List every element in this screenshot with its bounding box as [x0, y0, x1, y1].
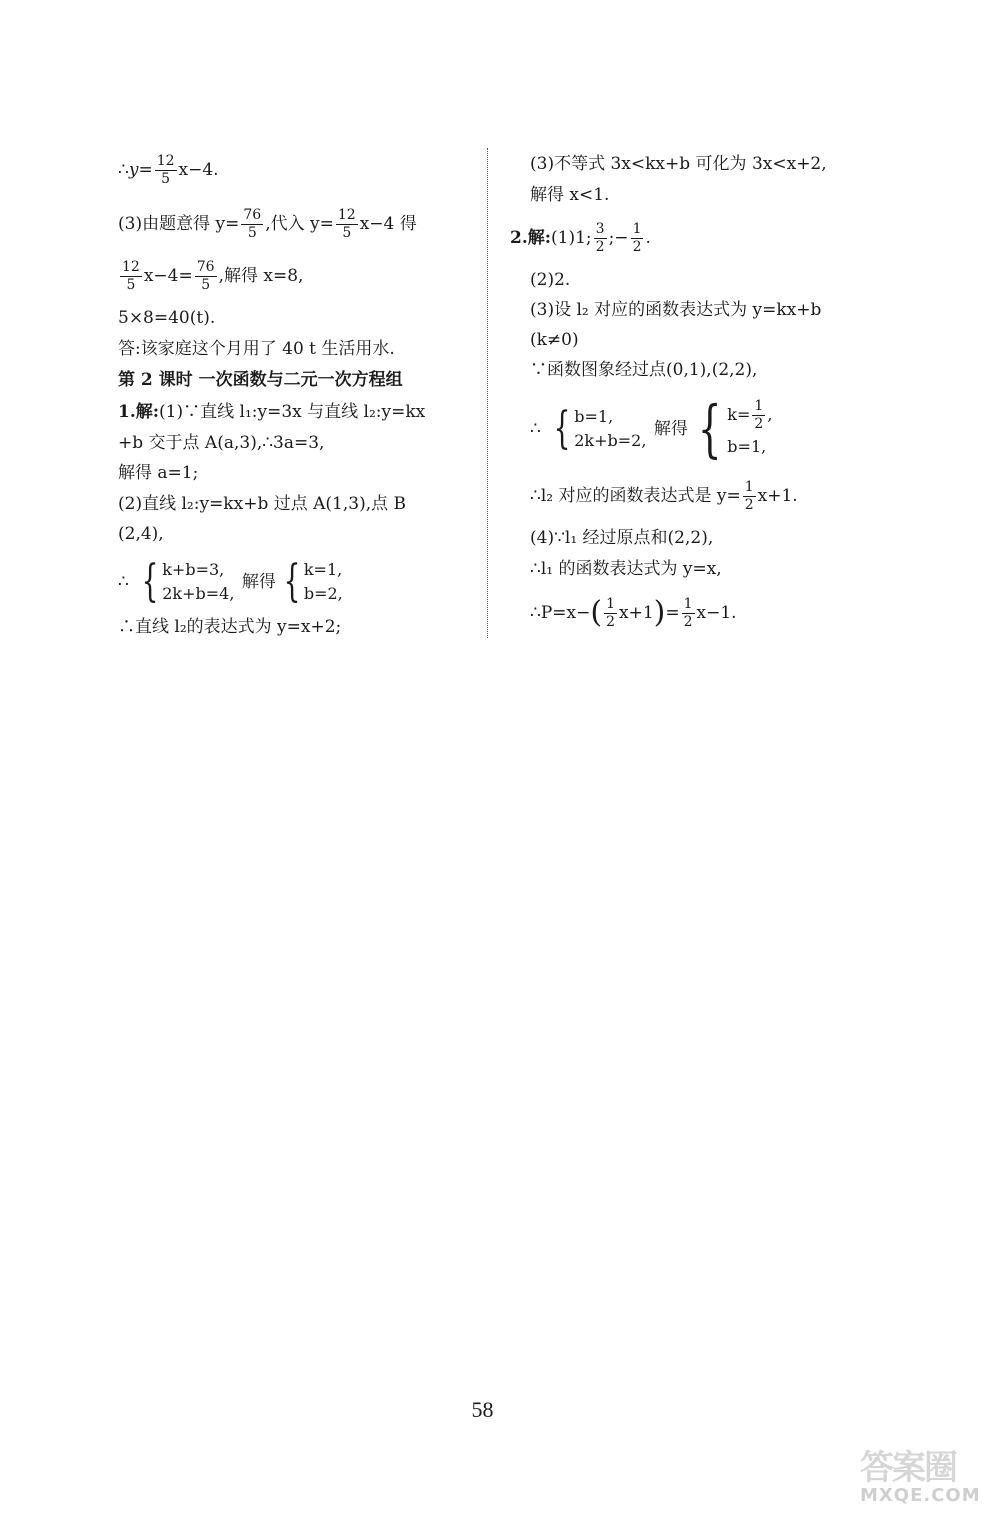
right-line-7: ∵函数图象经过点(0,1),(2,2), — [530, 360, 758, 380]
right-line-6: (k≠0) — [530, 330, 579, 350]
q1-line-e: (2,4), — [118, 524, 164, 544]
brace-icon: { — [697, 392, 722, 465]
q1-line-b: +b 交于点 A(a,3),∴3a=3, — [118, 433, 325, 453]
section-heading: 第 2 课时 一次函数与二元一次方程组 — [118, 370, 403, 390]
q1-line-d: (2)直线 l₂:y=kx+b 过点 A(1,3),点 B — [118, 494, 407, 514]
right-line-11: ∴l₁ 的函数表达式为 y=x, — [530, 559, 722, 579]
fraction: $\frac{1}{2}$ — [632, 220, 642, 255]
q1-line-c: 解得 a=1; — [118, 463, 199, 483]
right-line-10: (4)∵l₁ 经过原点和(2,2), — [530, 528, 714, 548]
fraction: $\frac{76}{5}$ — [196, 258, 215, 293]
left-line-2: (3)由题意得 y= $\frac{76}{5}$ ,代入 y= $\frac{12}{5}$ x−4 得 — [118, 206, 417, 241]
watermark-text: 答案圈 — [860, 1448, 956, 1488]
q1-line-f: ∴直线 l₂的表达式为 y=x+2; — [118, 617, 342, 637]
page-number: 58 — [471, 1397, 494, 1422]
right-line-12: ∴P=x− ( $\frac{1}{2}$ x+1 ) = $\frac{1}{2}$ x−1. — [530, 595, 737, 630]
q1-equation-system: ∴ { k+b=3, 2k+b=4, 解得 { k=1, b=2, — [118, 556, 343, 607]
fraction: $\frac{76}{5}$ — [243, 206, 262, 241]
q1-line-a: 1.解: (1)∵直线 l₁:y=3x 与直线 l₂:y=kx — [118, 402, 426, 422]
right-line-1: (3)不等式 3x<kx+b 可化为 3x<x+2, — [530, 154, 827, 174]
paren-icon: ( — [590, 595, 603, 630]
brace-icon: { — [141, 556, 159, 607]
q2-line: 2.解: (1)1; $\frac{3}{2}$ ;− $\frac{1}{2}$ . — [510, 220, 651, 255]
right-line-5: (3)设 l₂ 对应的函数表达式为 y=kx+b — [530, 300, 822, 320]
column-divider — [487, 148, 488, 638]
right-line-4: (2)2. — [530, 270, 571, 290]
paren-icon: ) — [653, 595, 666, 630]
fraction: $\frac{1}{2}$ — [744, 478, 754, 513]
brace-icon: { — [283, 556, 301, 607]
left-line-5: 答:该家庭这个月用了 40 t 生活用水. — [118, 339, 395, 359]
fraction: $\frac{3}{2}$ — [595, 220, 605, 255]
left-line-1: ∴ y = $\frac{12}{5}$ x−4. — [118, 152, 219, 187]
right-line-2: 解得 x<1. — [530, 185, 610, 205]
fraction: $\frac{12}{5}$ — [156, 152, 175, 187]
left-line-4: 5×8=40(t). — [118, 308, 216, 328]
fraction: $\frac{12}{5}$ — [337, 206, 356, 241]
right-line-9: ∴l₂ 对应的函数表达式是 y= $\frac{1}{2}$ x+1. — [530, 478, 798, 513]
left-line-3: $\frac{12}{5}$ x−4= $\frac{76}{5}$ ,解得 x=8, — [122, 258, 304, 293]
fraction: $\frac{1}{2}$ — [683, 595, 693, 630]
q2-equation-system: ∴ { b=1, 2k+b=2, 解得 { k= $\frac{1}{2}$ , b=1, — [530, 392, 773, 465]
fraction: $\frac{1}{2}$ — [606, 595, 615, 630]
fraction: $\frac{12}{5}$ — [122, 258, 140, 293]
watermark-url: MXQE.COM — [860, 1485, 981, 1506]
watermark-logo — [860, 1440, 990, 1515]
brace-icon: { — [553, 403, 571, 454]
fraction: $\frac{1}{2}$ — [754, 397, 764, 432]
